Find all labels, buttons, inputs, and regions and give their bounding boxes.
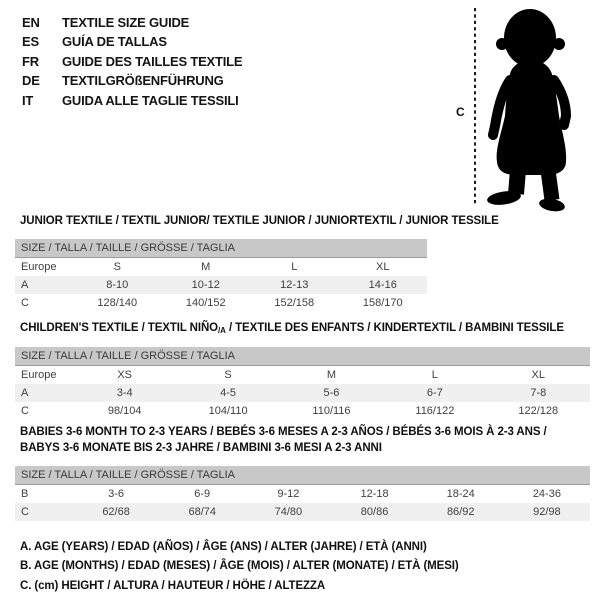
size-header-cell: SIZE / TALLA / TAILLE / GRÖSSE / TAGLIA xyxy=(15,347,590,366)
legend-height-cm: C. (cm) HEIGHT / ALTURA / HAUTEUR / HÖHE / ALTEZZA xyxy=(20,579,326,592)
cell: 104/110 xyxy=(208,405,248,417)
language-title: TEXTILE SIZE GUIDE xyxy=(62,15,190,30)
language-row xyxy=(22,91,242,110)
cell: 4-5 xyxy=(176,384,279,402)
cell: 80/86 xyxy=(331,503,417,521)
cell: 110/116 xyxy=(312,405,351,417)
row-label: A xyxy=(15,276,73,294)
cell: 7-8 xyxy=(487,384,590,402)
children-title-sub: /A xyxy=(218,326,226,335)
language-title: GUIDA ALLE TAGLIE TESSILI xyxy=(62,92,239,108)
cell: 98/104 xyxy=(107,405,142,417)
children-table-title xyxy=(20,322,564,335)
table-row xyxy=(15,366,590,385)
cell: XL xyxy=(531,369,546,381)
cell: 140/152 xyxy=(185,297,226,309)
table-row xyxy=(15,503,590,521)
cell: 152/158 xyxy=(274,297,315,309)
language-code: FR xyxy=(22,53,39,69)
cell: 10-12 xyxy=(162,276,251,294)
size-header-row xyxy=(15,466,590,485)
cell: 5-6 xyxy=(280,384,383,402)
language-code: ES xyxy=(22,34,39,50)
size-header-cell: SIZE / TALLA / TAILLE / GRÖSSE / TAGLIA xyxy=(15,239,427,258)
cell: 24-36 xyxy=(532,488,561,500)
row-label: C xyxy=(21,405,29,417)
cell: S xyxy=(224,369,232,381)
row-label: Europe xyxy=(21,369,57,381)
legend-age-months: B. AGE (MONTHS) / EDAD (MESES) / ÂGE (MOIS) / ALTER (MONATE) / ETÀ (MESI) xyxy=(20,560,459,573)
language-code: IT xyxy=(22,92,34,108)
babies-table-title xyxy=(20,425,547,456)
cell: 74/80 xyxy=(245,503,331,521)
table-row xyxy=(15,276,427,294)
cell: L xyxy=(291,261,298,273)
cell: 14-16 xyxy=(339,276,428,294)
cell: 158/170 xyxy=(362,297,403,309)
cell: 18-24 xyxy=(446,488,475,500)
language-title-list xyxy=(22,13,242,110)
measurement-legend xyxy=(20,538,459,596)
language-title: TEXTILGRÖßENFÜHRUNG xyxy=(62,73,224,89)
cell: 12-13 xyxy=(250,276,339,294)
cell: 116/122 xyxy=(415,405,455,417)
children-size-table xyxy=(15,347,590,420)
row-label: A xyxy=(15,384,73,402)
junior-size-table xyxy=(15,239,427,312)
babies-size-table xyxy=(15,466,590,521)
cell: 128/140 xyxy=(97,297,138,309)
row-label: C xyxy=(21,297,29,309)
toddler-silhouette-icon xyxy=(450,0,600,215)
cell: 9-12 xyxy=(277,488,300,500)
cell: 68/74 xyxy=(159,503,245,521)
cell: 3-6 xyxy=(108,488,125,500)
language-row xyxy=(22,52,242,71)
size-header-row xyxy=(15,347,590,366)
babies-title-line2: BABYS 3-6 MONATE BIS 2-3 JAHRE / BAMBINI 3-6 MESI A 2-3 ANNI xyxy=(20,441,382,454)
cell: L xyxy=(431,369,438,381)
table-row xyxy=(15,402,590,420)
row-label: B xyxy=(21,488,29,500)
children-title-post: / TEXTILE DES ENFANTS / KINDERTEXTIL / BAMBINI TESSILE xyxy=(225,322,564,334)
language-row xyxy=(22,32,242,51)
size-header-row xyxy=(15,239,427,258)
table-row xyxy=(15,258,427,277)
cell: 12-18 xyxy=(360,488,389,500)
cell: S xyxy=(113,261,121,273)
language-code: EN xyxy=(22,15,40,30)
row-label: Europe xyxy=(21,261,57,273)
cell: 62/68 xyxy=(73,503,159,521)
legend-age-years: A. AGE (YEARS) / EDAD (AÑOS) / ÂGE (ANS) / ALTER (JAHRE) / ETÀ (ANNI) xyxy=(20,541,427,553)
cell: 3-4 xyxy=(73,384,176,402)
cell: M xyxy=(326,369,337,381)
babies-title-line1: BABIES 3-6 MONTH TO 2-3 YEARS / BEBÉS 3-6 MESES A 2-3 AÑOS / BÉBÉS 3-6 MOIS À 2-3 ANS / xyxy=(20,426,547,438)
children-title-pre: CHILDREN'S TEXTILE / TEXTIL NIÑO xyxy=(20,322,219,334)
language-row xyxy=(22,13,242,32)
table-row xyxy=(15,485,590,504)
cell: XS xyxy=(117,369,133,381)
cell: 86/92 xyxy=(418,503,504,521)
cell: 6-7 xyxy=(383,384,486,402)
cell: 92/98 xyxy=(504,503,590,521)
language-code: DE xyxy=(22,73,40,89)
language-title: GUIDE DES TAILLES TEXTILE xyxy=(62,53,243,69)
cell: 8-10 xyxy=(73,276,162,294)
height-measure-label: C xyxy=(456,105,465,119)
language-title: GUÍA DE TALLAS xyxy=(62,34,167,50)
row-label: C xyxy=(15,503,73,521)
table-row xyxy=(15,384,590,402)
junior-table-title: JUNIOR TEXTILE / TEXTIL JUNIOR/ TEXTILE JUNIOR / JUNIORTEXTIL / JUNIOR TESSILE xyxy=(20,215,499,227)
cell: 122/128 xyxy=(518,405,559,417)
cell: M xyxy=(201,261,211,273)
language-row xyxy=(22,71,242,90)
table-row xyxy=(15,294,427,312)
cell: 6-9 xyxy=(194,488,211,500)
cell: XL xyxy=(376,261,390,273)
size-header-cell: SIZE / TALLA / TAILLE / GRÖSSE / TAGLIA xyxy=(15,466,590,485)
